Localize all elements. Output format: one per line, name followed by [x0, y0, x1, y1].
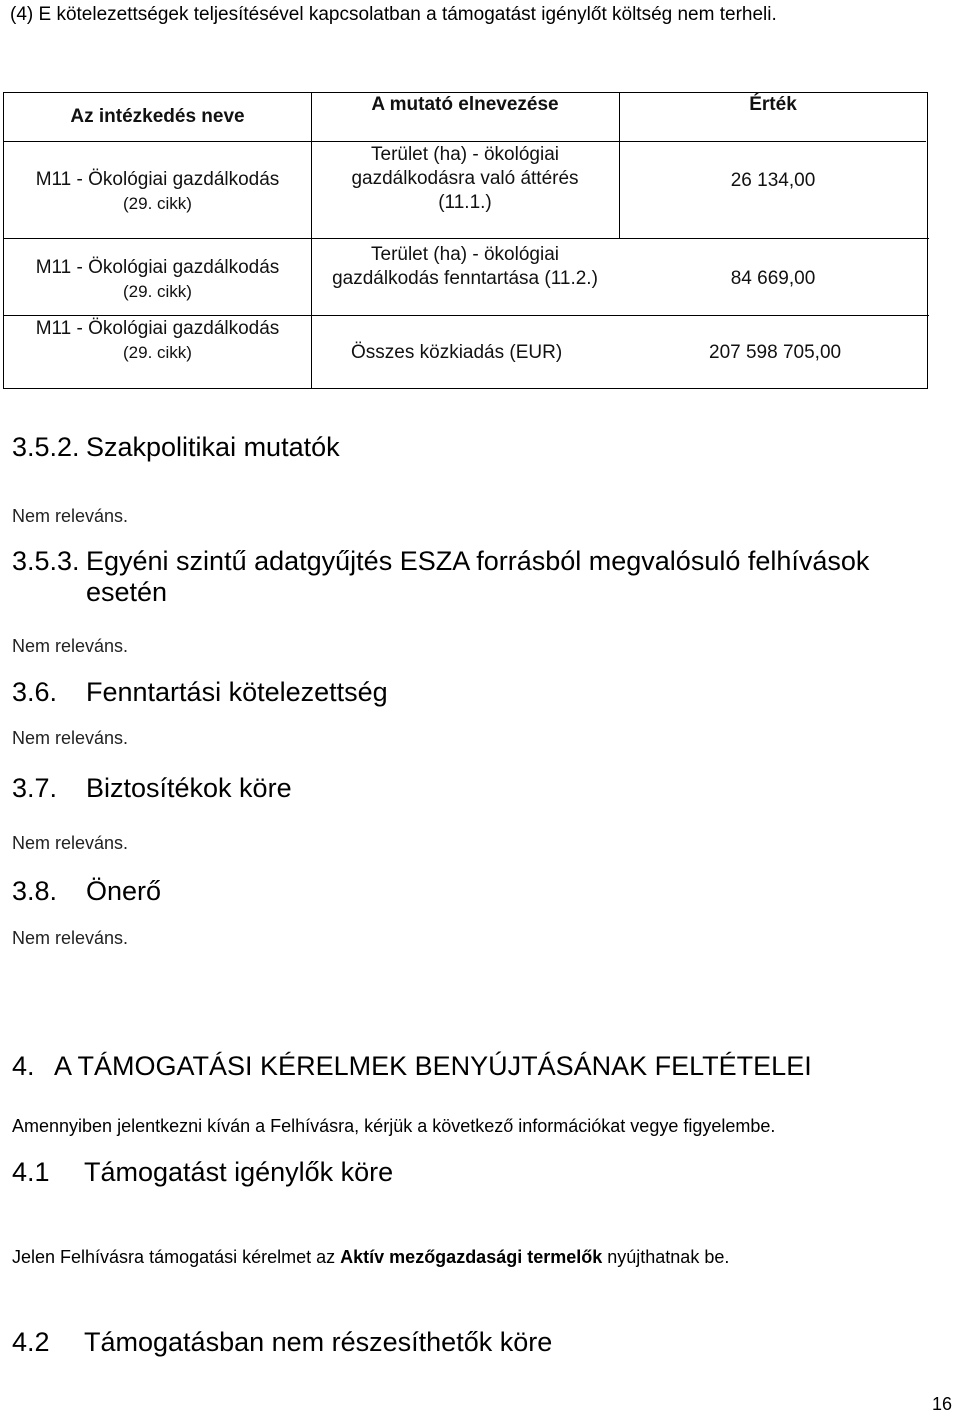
section-body: Nem releváns. — [12, 728, 129, 748]
section-heading-3-5-3: 3.5.3. Egyéni szintű adatgyűjtés ESZA forrásból megvalósuló felhívások esetén — [12, 546, 870, 607]
section-body: Nem releváns. — [12, 833, 129, 853]
table-divider — [4, 238, 929, 239]
section-heading-3-6: 3.6. Fenntartási kötelezettség — [12, 677, 388, 707]
table-row-value: 84 669,00 — [730, 268, 816, 289]
section-body: Nem releváns. — [12, 928, 129, 948]
table-row-measure: M11 - Ökológiai gazdálkodás (29. cikk) — [35, 257, 280, 301]
table-row-indicator: Összes közkiadás (EUR) — [351, 342, 563, 363]
table-row-indicator: Terület (ha) - ökológiai gazdálkodásra való áttérés (11.1.) — [351, 144, 579, 213]
table-divider — [311, 141, 926, 142]
chapter-body: Amennyiben jelentkezni kíván a Felhívásra, kérjük a következő információkat vegye figyelembe. — [12, 1116, 776, 1136]
table-header-indicator: A mutató elnevezése — [371, 94, 559, 115]
intro-paragraph: (4) E kötelezettségek teljesítésével kapcsolatban a támogatást igénylőt költség nem terheli. — [10, 4, 777, 25]
table-row-measure: M11 - Ökológiai gazdálkodás (29. cikk) — [35, 169, 280, 213]
section-heading-4-2: 4.2 Támogatásban nem részesíthetők köre — [12, 1327, 553, 1357]
section-body: Jelen Felhívásra támogatási kérelmet az Aktív mezőgazdasági termelők nyújthatnak be. — [12, 1247, 730, 1267]
section-heading-3-8: 3.8. Önerő — [12, 876, 162, 906]
section-body: Nem releváns. — [12, 636, 129, 656]
section-body: Nem releváns. — [12, 506, 129, 526]
section-heading-4-1: 4.1 Támogatást igénylők köre — [12, 1157, 394, 1187]
table-divider — [4, 315, 929, 316]
table-row-value: 207 598 705,00 — [709, 342, 842, 363]
section-heading-3-5-2: 3.5.2. Szakpolitikai mutatók — [12, 432, 340, 462]
page-number: 16 — [931, 1394, 952, 1414]
table-divider — [4, 141, 311, 142]
table-header-value: Érték — [749, 94, 797, 115]
table-row-measure: M11 - Ökológiai gazdálkodás (29. cikk) — [35, 318, 280, 362]
indicator-table — [3, 92, 928, 389]
table-header-measure: Az intézkedés neve — [70, 106, 245, 127]
section-heading-3-7: 3.7. Biztosítékok köre — [12, 773, 292, 803]
chapter-heading-4: 4. A TÁMOGATÁSI KÉRELMEK BENYÚJTÁSÁNAK FELTÉTELEI — [12, 1051, 812, 1081]
table-row-value: 26 134,00 — [730, 170, 816, 191]
table-row-indicator: Terület (ha) - ökológiai gazdálkodás fenntartása (11.2.) — [332, 244, 598, 289]
